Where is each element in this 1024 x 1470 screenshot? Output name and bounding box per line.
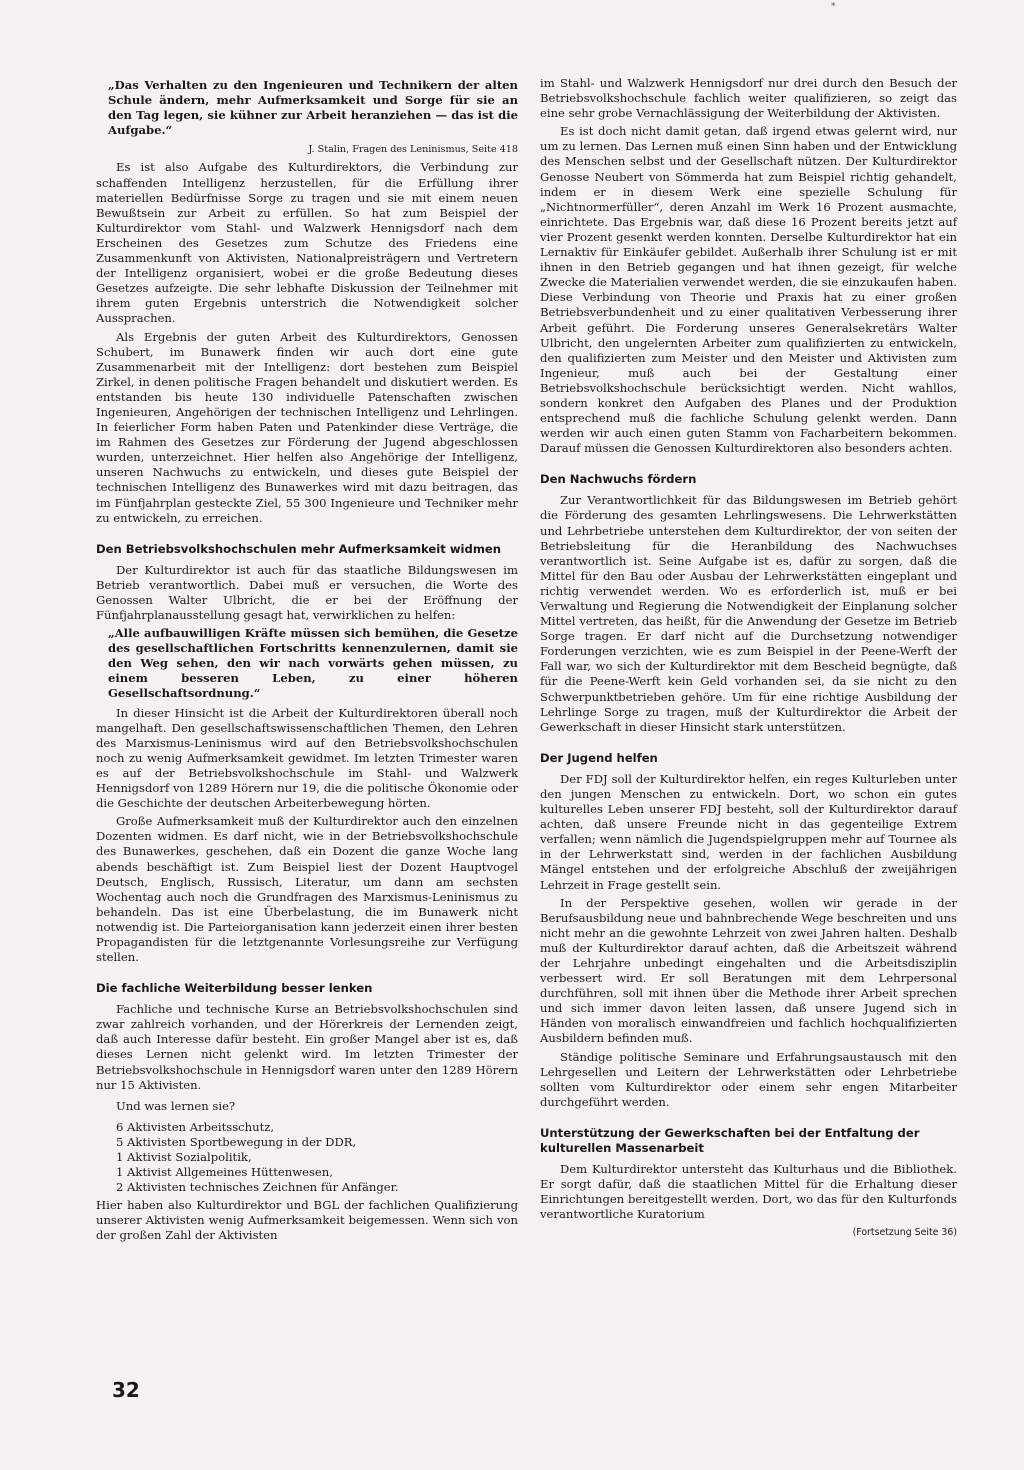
paragraph: Fachliche und technische Kurse an Betriebsvolkshochschulen sind zwar zahlreich vorhanden, und der Hörerkreis der Lernenden zeigt, daß auch Interesse dafür besteht. Ein großer Mangel aber ist es, daß dieses Lernen nicht gelenkt wird. Im letzten Trimester der Betriebsvolkshochschule in Hennigsdorf waren unter den 1289 Hörern nur 15 Aktivisten. [96, 1002, 518, 1092]
paragraph: Hier haben also Kulturdirektor und BGL der fachlichen Qualifizierung unserer Aktivisten wenig Aufmerksamkeit beigemessen. Wenn sich von der großen Zahl der Aktivisten [96, 1198, 518, 1243]
paragraph: In dieser Hinsicht ist die Arbeit der Kulturdirektoren überall noch mangelhaft. Den gesellschaftswissenschaftlichen Themen, den Lehren des Marxismus-Leninismus wird auf den Betriebsvolkshochschulen noch zu wenig Aufmerksamkeit gewidmet. Im letzten Trimester waren es auf der Betriebsvolkshochschule im Stahl- und Walzwerk Hennigsdorf von 1289 Hörern nur 19, die die politische Ökonomie oder die Geschichte der deutschen Arbeiterbewegung hörten. [96, 705, 518, 811]
paragraph: Als Ergebnis der guten Arbeit des Kulturdirektors, Genossen Schubert, im Bunawerk finden wir auch dort eine gute Zusammenarbeit mit der Intelligenz: dort bestehen zum Beispiel Zirkel, in denen politische Fragen behandelt und diskutiert werden. Es entstanden bis heute 130 individuelle Patenschaften zwischen Ingenieuren, Angehörigen der technischen Intelligenz und Lehrlingen. In feierlicher Form haben Paten und Patenkinder diese Verträge, die im Rahmen des Gesetzes zur Förderung der Jugend abgeschlossen wurden, unterzeichnet. Hier helfen also Angehörige der Intelligenz, unseren Nachwuchs zu entwickeln, und dieses gute Beispiel der technischen Intelligenz des Bunawerkes wird mit dazu beitragen, das im Fünfjahrplan gesteckte Ziel, 55 300 Ingenieure und Techniker mehr zu entwickeln, zu erreichen. [96, 329, 518, 525]
right-column [540, 76, 957, 1243]
paragraph: Der FDJ soll der Kulturdirektor helfen, ein reges Kulturleben unter den jungen Menschen zu entwickeln. Dort, wo schon ein gutes kulturelles Leben unserer FDJ besteht, soll der Kulturdirektor darauf achten, daß unsere Freunde nicht in das gegenteilige Extrem verfallen; wenn nämlich die Jugendspielgruppen mehr auf Tournee als in der Lehrwerkstatt sind, werden in der fachlichen Ausbildung Mängel entstehen und der erfolgreiche Abschluß der zweijährigen Lehrzeit in Frage gestellt sein. [540, 771, 957, 892]
paragraph: Es ist doch nicht damit getan, daß irgend etwas gelernt wird, nur um zu lernen. Das Lernen muß einen Sinn haben und der Entwicklung des Menschen selbst und der Gesellschaft nützen. Der Kulturdirektor Genosse Neubert von Sömmerda hat zum Beispiel richtig gehandelt, indem er in diesem Werk eine spezielle Schulung für „Nichtnormerfüller“, deren Anzahl im Werk 16 Prozent ausmachte, einrichtete. Das Ergebnis war, daß diese 16 Prozent bereits jetzt auf vier Prozent gesenkt werden konnten. Derselbe Kulturdirektor hat ein Lernaktiv für Einkäufer gebildet. Außerhalb ihrer Schulung ist er mit ihnen in den Betrieb gegangen und hat ihnen gezeigt, für welche Zwecke die Materialien verwendet werden, die sie einzukaufen haben. Diese Verbindung von Theorie und Praxis hat zu einer großen Betriebsverbundenheit und zu einer qualitativen Verbesserung ihrer Arbeit geführt. Die Forderung unseres Generalsekretärs Walter Ulbricht, den ungelernten Arbeiter zum qualifizierten zu entwickeln, den qualifizierten zum Meister und den Meister und Aktivisten zum Ingenieur, muß auch bei der Gestaltung einer Betriebsvolkshochschule berücksichtigt werden. Nicht wahllos, sondern konkret den Aufgaben des Planes und der Produktion entsprechend muß die fachliche Schulung gelenkt werden. Dann werden wir auch einen guten Stamm von Facharbeitern bekommen. Darauf müssen die Genossen Kulturdirektoren also besonders achten. [540, 124, 957, 456]
page-number: 32 [112, 1378, 140, 1402]
quote-source: J. Stalin, Fragen des Leninismus, Seite 418 [308, 144, 518, 156]
paragraph: Große Aufmerksamkeit muß der Kulturdirektor auch den einzelnen Dozenten widmen. Es darf nicht, wie in der Betriebsvolkshochschule des Bunawerkes, geschehen, daß ein Dozent die ganze Woche lang abends beschäftigt ist. Zum Beispiel liest der Dozent Hauptvogel Deutsch, Englisch, Russisch, Literatur, um dann am sechsten Wochentag auch noch die Grundfragen des Marxismus-Leninismus zu behandeln. Das ist eine Überbelastung, die im Bunawerk nicht notwendig ist. Die Parteiorganisation kann jederzeit einen ihrer besten Propagandisten für die letztgenannte Vorlesungsreihe zur Verfügung stellen. [96, 814, 518, 965]
section-heading: Den Betriebsvolkshochschulen mehr Aufmerksamkeit widmen [96, 541, 502, 556]
section-heading: Den Nachwuchs fördern [540, 472, 697, 487]
ulbricht-quote: „Alle aufbauwilligen Kräfte müssen sich bemühen, die Gesetze des gesellschaftlichen Fortschritts kennenzulernen, damit sie den Weg sehen, den wir nach vorwärts gehen müssen, zu einem besseren Leben, zu einer höheren Gesellschaftsordnung.“ [108, 626, 518, 701]
section-heading: Der Jugend helfen [540, 750, 658, 765]
question-line: Und was lernen sie? [116, 1098, 236, 1113]
paragraph: im Stahl- und Walzwerk Hennigsdorf nur drei durch den Besuch der Betriebsvolkshochschule fachlich weiter qualifizieren, so zeigt das eine sehr grobe Vernachlässigung der Weiterbildung der Aktivisten. [540, 76, 957, 121]
course-list [116, 1120, 518, 1195]
section-heading: Unterstützung der Gewerkschaften bei der Entfaltung der kulturellen Massenarbeit [540, 1125, 920, 1155]
list-item: 2 Aktivisten technisches Zeichnen für Anfänger. [116, 1180, 399, 1195]
continuation-note: (Fortsetzung Seite 36) [852, 1227, 957, 1239]
paragraph: In der Perspektive gesehen, wollen wir gerade in der Berufsausbildung neue und bahnbrechende Wege beschreiten und uns nicht mehr an die gewohnte Lehrzeit von zwei Jahren halten. Deshalb muß der Kulturdirektor darauf achten, daß die Arbeitszeit während der Lehrjahre unbedingt eingehalten und die Arbeitsdisziplin verbessert wird. Er soll Beratungen mit dem Lehrpersonal durchführen, soll mit ihnen über die Methode ihrer Arbeit sprechen und sich immer davon leiten lassen, daß unsere Jugend sich in Händen von moralisch einwandfreien und fachlich hochqualifizierten Ausbildern befinden muß. [540, 895, 957, 1046]
list-item: 5 Aktivisten Sportbewegung in der DDR, [116, 1134, 357, 1149]
paragraph: Ständige politische Seminare und Erfahrungsaustausch mit den Lehrgesellen und Leitern der Lehrwerkstätten oder Lehrbetriebe sollten vom Kulturdirektor oder einem sehr engen Mitarbeiter durchgeführt werden. [540, 1049, 957, 1109]
paragraph: Der Kulturdirektor ist auch für das staatliche Bildungswesen im Betrieb verantwortlich. Dabei muß er versuchen, die Worte des Genossen Walter Ulbricht, die er bei der Eröffnung der Fünfjahrplanausstellung gesagt hat, verwirklichen zu helfen: [96, 562, 518, 622]
list-item: 1 Aktivist Allgemeines Hüttenwesen, [116, 1165, 333, 1180]
paragraph: Es ist also Aufgabe des Kulturdirektors, die Verbindung zur schaffenden Intelligenz herzustellen, für die Erfüllung ihrer materiellen Bedürfnisse Sorge zu tragen und sie mit einem neuen Bewußtsein zur Arbeit zu erfüllen. So hat zum Beispiel der Kulturdirektor vom Stahl- und Walzwerk Hennigsdorf nach dem Erscheinen des Gesetzes zum Schutze des Friedens eine Zusammenkunft von Aktivisten, Nationalpreisträgern und Vertretern der Intelligenz organisiert, wobei er die große Bedeutung dieses Gesetzes aufzeigte. Die sehr lebhafte Diskussion der Teilnehmer mit ihrem guten Ergebnis unterstrich die Notwendigkeit solcher Aussprachen. [96, 160, 518, 326]
list-item: 1 Aktivist Sozialpolitik, [116, 1150, 252, 1164]
section-heading: Die fachliche Weiterbildung besser lenken [96, 981, 373, 996]
paragraph: Zur Verantwortlichkeit für das Bildungswesen im Betrieb gehört die Förderung des gesamten Lehrlingswesens. Die Lehrwerkstätten und Lehrbetriebe unterstehen dem Kulturdirektor, der von seiten der Betriebsleitung für die Heranbildung des Nachwuchses verantwortlich ist. Seine Aufgabe ist es, dafür zu sorgen, daß die Mittel für den Bau oder Ausbau der Lehrwerkstätten eingeplant und richtig verwendet werden. Wo es erforderlich ist, muß er bei Verwaltung und Regierung die Notwendigkeit der Einplanung solcher Mittel vertreten, das heißt, für die Anwendung der Gesetze im Betrieb Sorge tragen. Er darf nicht auf die Durchsetzung notwendiger Forderungen verzichten, wie es zum Beispiel in der Peene-Werft der Fall war, wo sich der Kulturdirektor mit dem Bescheid begnügte, daß für die Peene-Werft kein Geld vorhanden sei, da sie nicht zu den Schwerpunktbetrieben gehöre. Um für eine richtige Ausbildung der Lehrlinge Sorge zu tragen, muß der Kulturdirektor die Arbeit der Gewerkschaft in dieser Hinsicht stark unterstützen. [540, 493, 957, 734]
stalin-quote: „Das Verhalten zu den Ingenieuren und Technikern der alten Schule ändern, mehr Aufmerksamkeit und Sorge für sie an den Tag legen, sie kühner zur Arbeit heranziehen — das ist die Aufgabe.“ [108, 78, 518, 138]
paragraph: Dem Kulturdirektor untersteht das Kulturhaus und die Bibliothek. Er sorgt dafür, daß die staatlichen Mittel für die Erhaltung dieser Einrichtungen bereitgestellt werden. Dort, wo das für den Kulturfonds verantwortliche Kuratorium [540, 1161, 957, 1222]
corner-mark: * [831, 2, 836, 12]
left-column [96, 76, 518, 1247]
list-item: 6 Aktivisten Arbeitsschutz, [116, 1119, 275, 1134]
